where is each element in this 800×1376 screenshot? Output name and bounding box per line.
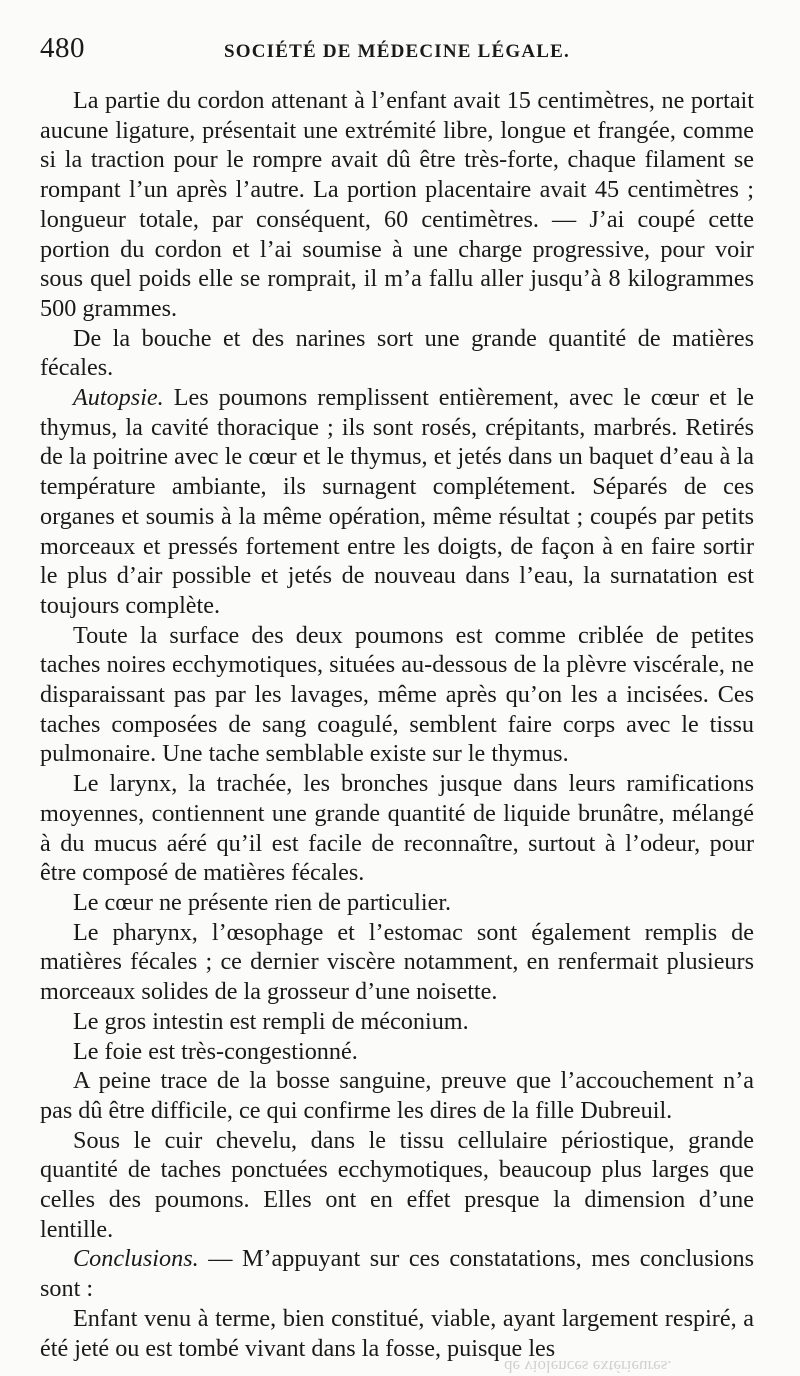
paragraph-cordon [40,86,754,324]
paragraph-poumons [40,621,754,770]
paragraph-cuir-chevelu [40,1126,754,1245]
paragraph-text: Le cœur ne présente rien de particulier. [73,888,452,916]
running-title: SOCIÉTÉ DE MÉDECINE LÉGALE. [224,41,570,62]
paragraph-pharynx [40,918,754,1007]
paragraph-text: Le larynx, la trachée, les bronches jusque dans leurs ramifications moyennes, contiennent une grande quantité de liquide brunâtre, mélangé à du mucus aéré qu’il est facile de reconnaître, surtout à l’odeur, pour être composé de matières fécales. [40,770,754,887]
body-text [40,86,754,1363]
paragraph-bouche [40,324,754,383]
paragraph-text: Les poumons remplissent entièrement, avec le cœur et le thymus, la cavité thoracique ; ils sont rosés, crépitants, marbrés. Retirés de la poitrine avec le cœur et le thymus, et jetés dans un baquet d’eau à la température ambiante, ils surnagent complétement. Séparés de ces organes et soumis à la même opération, même résultat ; coupés par petits morceaux et pressés fortement entre les doigts, de façon à en faire sortir le plus d’air possible et jetés de nouveau dans l’eau, la surnatation est toujours complète. [40,384,754,619]
section-lead-autopsie: Autopsie. [73,384,164,412]
section-lead-conclusions: Conclusions. [73,1245,199,1273]
paragraph-text: Sous le cuir chevelu, dans le tissu cellulaire périostique, grande quantité de taches ponctuées ecchymotiques, beaucoup plus larges que celles des poumons. Elles ont en effet presque la dimension d’une lentille. [40,1126,754,1243]
paragraph-conclusions [40,1244,754,1303]
paragraph-text: Le pharynx, l’œsophage et l’estomac sont également remplis de matières fécales ; ce dernier viscère notamment, en renfermait plusieurs morceaux solides de la grosseur d’une noisette. [40,918,754,1006]
paragraph-bosse [40,1066,754,1125]
paragraph-text: — M’appuyant sur ces constatations, mes conclusions sont : [40,1245,754,1303]
paragraph-text: La partie du cordon attenant à l’enfant avait 15 centimètres, ne portait aucune ligature, présentait une extrémité libre, longue et frangée, comme si la traction pour le rompre avait dû être très-forte, chaque filament se rompant l’un après l’autre. La portion placentaire avait 45 centimètres ; longueur totale, par conséquent, 60 centimètres. — J’ai coupé cette portion du cordon et l’ai soumise à une charge progressive, pour voir sous quel poids elle se romprait, il m’a fallu aller jusqu’à 8 kilogrammes 500 grammes. [40,87,754,322]
paragraph-coeur [40,888,754,918]
paragraph-autopsie [40,383,754,621]
bleed-through-text: de violences extérieures. [504,1357,672,1376]
paragraph-intestin [40,1007,754,1037]
paragraph-text: Toute la surface des deux poumons est comme criblée de petites taches noires ecchymotiques, situées au-dessous de la plèvre viscérale, ne disparaissant pas par les lavages, même après qu’on les a incisées. Ces taches composées de sang coagulé, semblent faire corps avec le tissu pulmonaire. Une tache semblable existe sur le thymus. [40,621,754,768]
paragraph-text: De la bouche et des narines sort une grande quantité de matières fécales. [40,324,754,382]
paragraph-text: Le foie est très-congestionné. [73,1037,358,1065]
paragraph-text: Le gros intestin est rempli de méconium. [73,1007,469,1035]
paragraph-foie [40,1037,754,1067]
page-header [40,32,754,72]
paragraph-text: Enfant venu à terme, bien constitué, viable, ayant largement respiré, a été jeté ou est tombé vivant dans la fosse, puisque les [40,1304,754,1362]
page-number: 480 [40,32,85,64]
paragraph-text: A peine trace de la bosse sanguine, preuve que l’accouchement n’a pas dû être difficile, ce qui confirme les dires de la fille Dubreuil. [40,1067,754,1124]
paragraph-larynx [40,769,754,888]
